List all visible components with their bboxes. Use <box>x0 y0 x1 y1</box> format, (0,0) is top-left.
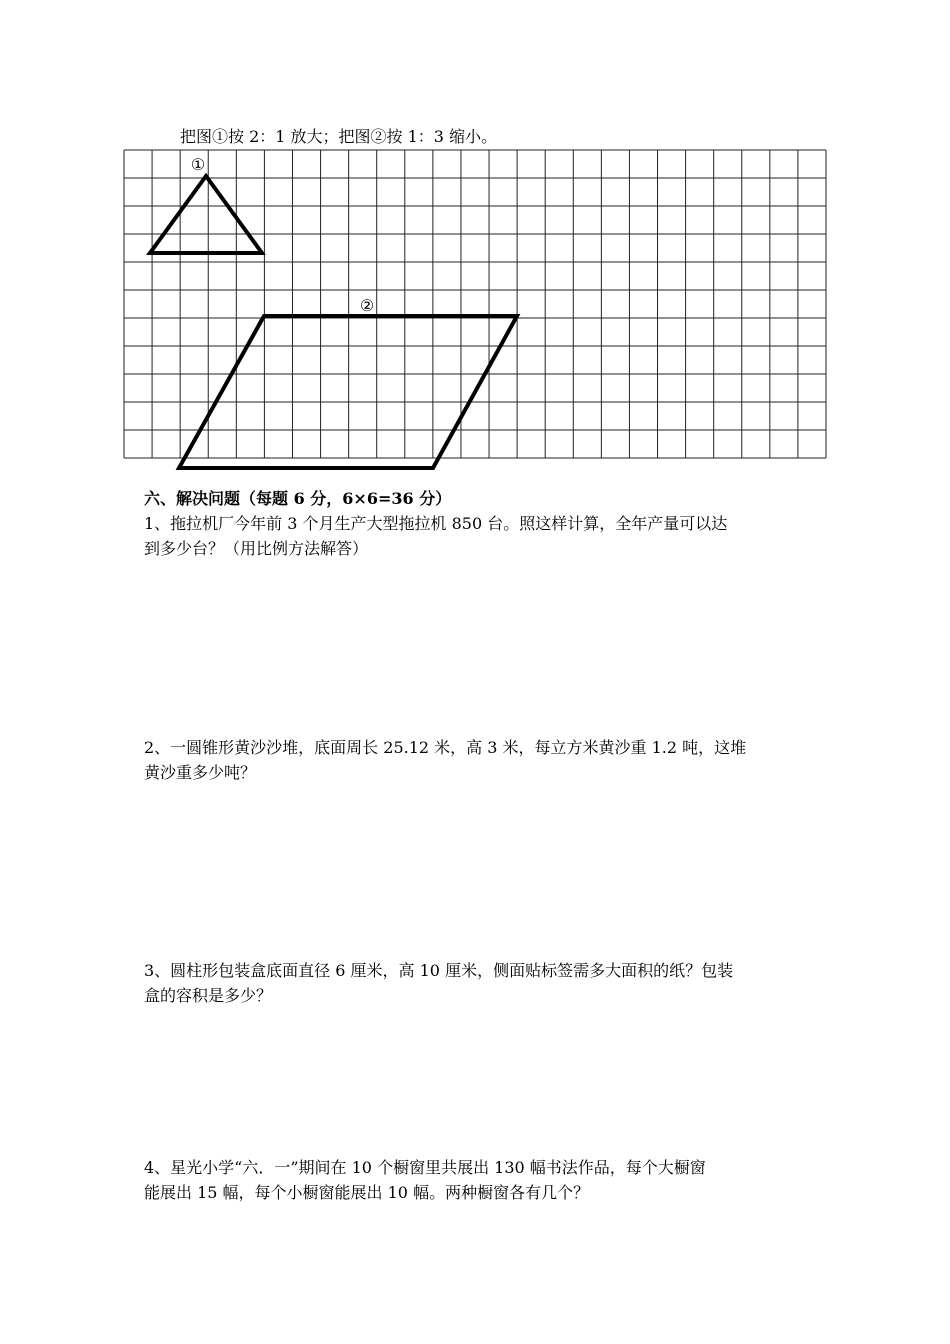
grid-lines <box>124 150 826 458</box>
question-4 <box>144 1155 824 1205</box>
instruction-text: 把图①按 2：1 放大；把图②按 1：3 缩小。 <box>180 127 498 146</box>
question-line: 1、拖拉机厂今年前 3 个月生产大型拖拉机 850 台。照这样计算，全年产量可以达 <box>144 514 728 533</box>
grid-figure <box>0 0 950 480</box>
triangle-label: ① <box>190 155 206 174</box>
parallelogram-figure <box>179 316 517 468</box>
question-line: 盒的容积是多少？ <box>144 986 273 1005</box>
question-line: 2、一圆锥形黄沙沙堆，底面周长 25.12 米，高 3 米，每立方米黄沙重 1.2 吨，这堆 <box>144 738 747 757</box>
parallelogram-label: ② <box>359 296 375 315</box>
question-line: 能展出 15 幅，每个小橱窗能展出 10 幅。两种橱窗各有几个？ <box>144 1183 590 1202</box>
question-2 <box>144 735 824 785</box>
triangle-figure <box>150 176 262 253</box>
question-line: 到多少台？（用比例方法解答） <box>144 539 369 558</box>
question-3 <box>144 958 824 1008</box>
question-1 <box>144 511 824 561</box>
question-line: 黄沙重多少吨？ <box>144 763 257 782</box>
question-line: 4、星光小学“六．一”期间在 10 个橱窗里共展出 130 幅书法作品，每个大橱窗 <box>144 1158 706 1177</box>
question-line: 3、圆柱形包装盒底面直径 6 厘米，高 10 厘米，侧面贴标签需多大面积的纸？包装 <box>144 961 734 980</box>
section-title: 六、解决问题（每题 6 分，6×6=36 分） <box>144 489 452 508</box>
